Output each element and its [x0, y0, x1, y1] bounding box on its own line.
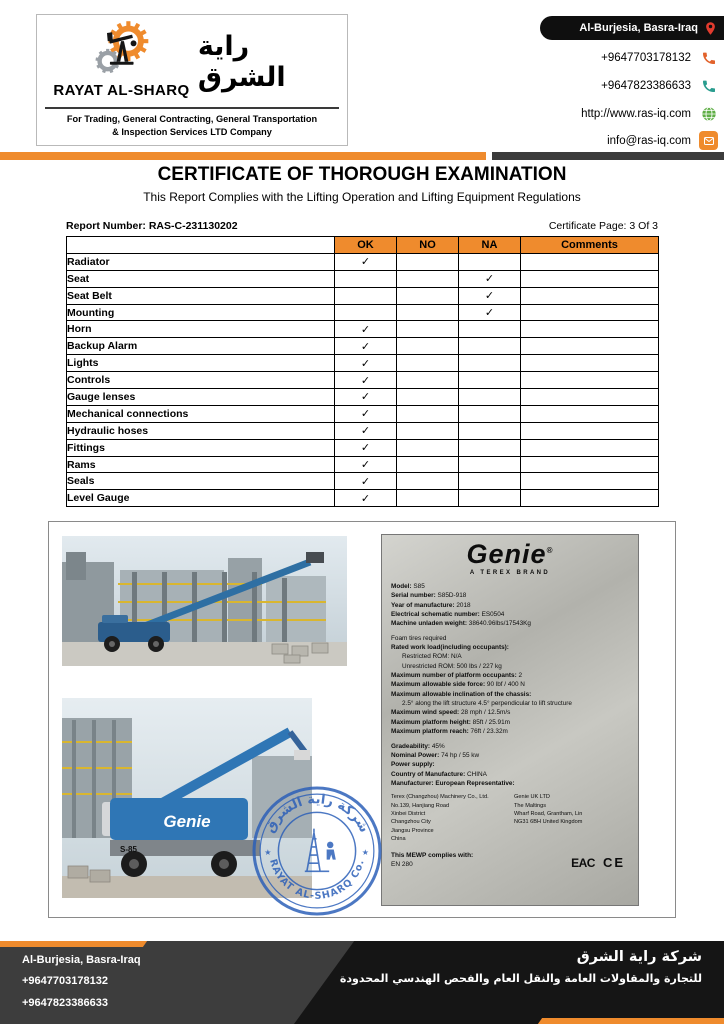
- row-label: Mechanical connections: [67, 405, 335, 422]
- row-label: Controls: [67, 372, 335, 389]
- footer-accent-right: [538, 1018, 724, 1024]
- cell-na: [459, 321, 521, 338]
- nameplate-line: Machine unladen weight: 38640.96lbs/17543Kg: [391, 620, 531, 628]
- pumpjack-silhouette: [107, 32, 137, 64]
- cell-no: [397, 389, 459, 406]
- cell-no: [397, 304, 459, 321]
- cell-no: [397, 372, 459, 389]
- col-header-na: NA: [459, 237, 521, 254]
- nameplate-line: Electrical schematic number: ES0504: [391, 611, 505, 619]
- cell-ok: ✓: [335, 338, 397, 355]
- location-text: Al-Burjesia, Basra-Iraq: [579, 22, 698, 34]
- cell-na: [459, 490, 521, 507]
- nameplate-addresses: [391, 793, 629, 843]
- phone-number-2: +9647823386633: [601, 79, 691, 92]
- report-number-label: Report Number:: [66, 220, 146, 232]
- cell-no: [397, 321, 459, 338]
- stamp-star-right: ★: [361, 848, 369, 858]
- phone-icon: [699, 48, 718, 67]
- checklist-body: [67, 253, 659, 506]
- logo-right: [198, 19, 339, 105]
- row-label: Mounting: [67, 304, 335, 321]
- company-name: RAYAT AL-SHARQ: [53, 82, 190, 99]
- cell-ok: ✓: [335, 355, 397, 372]
- cell-comments: [521, 473, 659, 490]
- cell-no: [397, 490, 459, 507]
- eac-mark: EAC: [571, 856, 595, 871]
- row-label: Lights: [67, 355, 335, 372]
- website-url: http://www.ras-iq.com: [581, 107, 691, 120]
- table-row: [67, 287, 659, 304]
- company-tagline: [45, 113, 339, 139]
- footer-location: Al-Burjesia, Basra-Iraq: [22, 954, 141, 966]
- cell-na: ✓: [459, 304, 521, 321]
- stamp-derrick-icon: [305, 829, 329, 872]
- machine-nameplate: [381, 534, 639, 906]
- phone-number-1: +9647703178132: [601, 51, 691, 64]
- certificate-page-label: Certificate Page:: [548, 220, 627, 232]
- logo-divider: [45, 107, 339, 109]
- company-logo-box: [36, 14, 348, 146]
- table-row: [67, 304, 659, 321]
- genie-wordmark: Genie: [466, 539, 547, 569]
- cell-na: [459, 253, 521, 270]
- cell-no: [397, 473, 459, 490]
- cell-na: [459, 372, 521, 389]
- col-header-item: [67, 237, 335, 254]
- header-divider-orange: [0, 152, 486, 160]
- cell-ok: ✓: [335, 473, 397, 490]
- genie-logo: [391, 541, 629, 568]
- cell-comments: [521, 372, 659, 389]
- conformity-marks: [571, 855, 629, 870]
- nameplate-line: Manufacturer: European Representative:: [391, 779, 515, 787]
- nameplate-line: Maximum allowable inclination of the chassis:: [391, 690, 532, 698]
- table-row: [67, 473, 659, 490]
- row-label: Gauge lenses: [67, 389, 335, 406]
- cell-comments: [521, 287, 659, 304]
- table-row: [67, 338, 659, 355]
- cell-comments: [521, 253, 659, 270]
- cell-comments: [521, 304, 659, 321]
- terex-brand-text: A TEREX BRAND: [469, 570, 551, 576]
- nameplate-line: Maximum number of platform occupants: 2: [391, 672, 523, 680]
- svg-text:شركة راية الشرق: [263, 792, 372, 835]
- report-number-value: RAS-C-231130202: [148, 220, 238, 232]
- header-divider-dark: [492, 152, 724, 160]
- compliance-note: [391, 851, 473, 871]
- table-row: [67, 490, 659, 507]
- cell-comments: [521, 456, 659, 473]
- nameplate-line: 2.5° along the lift structure 4.5° perpendicular to lift structure: [402, 700, 572, 708]
- nameplate-line: Model: S85: [391, 583, 425, 590]
- logo-row: [45, 19, 339, 105]
- cell-comments: [521, 389, 659, 406]
- row-label: Backup Alarm: [67, 338, 335, 355]
- machine-model-text: S-85: [120, 845, 137, 854]
- cell-comments: [521, 321, 659, 338]
- report-number: [66, 220, 238, 232]
- row-label: Seat: [67, 270, 335, 287]
- cell-no: [397, 405, 459, 422]
- footer-arabic-block: [340, 949, 702, 985]
- cell-ok: ✓: [335, 439, 397, 456]
- footer-company-description-arabic: للتجارة والمقاولات العامة والنقل العام والفحص الهندسي المحدودة: [339, 972, 702, 985]
- table-row: [67, 422, 659, 439]
- cell-comments: [521, 270, 659, 287]
- page-subtitle: This Report Complies with the Lifting Operation and Lifting Equipment Regulations: [143, 190, 581, 204]
- footer-company-name-arabic: شركة راية الشرق: [576, 949, 702, 965]
- page-title: CERTIFICATE OF THOROUGH EXAMINATION: [157, 164, 567, 185]
- cell-no: [397, 287, 459, 304]
- company-gears-pumpjack-logo-icon: [90, 19, 152, 81]
- cell-comments: [521, 338, 659, 355]
- cell-no: [397, 270, 459, 287]
- representative-address: Genie UK LTD The Maltings Wharf Road, Grantham, Lin NG31 6BH United Kingdom: [514, 794, 583, 826]
- registered-mark: ®: [546, 546, 554, 555]
- complies-label: This MEWP complies with:: [391, 851, 474, 859]
- manufacturer-address: Terex (Changzhou) Machinery Co., Ltd. No.139, Hanjiang Road Xinbei District Changzhou City Jiangsu Province China: [391, 794, 489, 843]
- cell-na: [459, 338, 521, 355]
- nameplate-line: Rated work load(including occupants):: [391, 644, 509, 652]
- cell-na: [459, 422, 521, 439]
- nameplate-line: Maximum platform reach: 76ft / 23.32m: [391, 728, 508, 736]
- row-label: Seat Belt: [67, 287, 335, 304]
- email-address: info@ras-iq.com: [607, 134, 691, 147]
- table-row: [67, 456, 659, 473]
- nameplate-lines: [391, 582, 629, 788]
- row-label: Horn: [67, 321, 335, 338]
- cell-ok: [335, 270, 397, 287]
- company-stamp: [252, 786, 382, 916]
- table-row: [67, 253, 659, 270]
- table-row: [67, 439, 659, 456]
- logo-left: [45, 19, 198, 105]
- examination-checklist-table: [66, 236, 659, 507]
- nameplate-line: Serial number: S85D-918: [391, 592, 467, 600]
- cell-no: [397, 439, 459, 456]
- table-row: [67, 372, 659, 389]
- cell-na: [459, 389, 521, 406]
- cell-ok: ✓: [335, 372, 397, 389]
- row-label: Rams: [67, 456, 335, 473]
- col-header-comments: Comments: [521, 237, 659, 254]
- cell-na: [459, 456, 521, 473]
- footer-accent-left: [0, 941, 147, 947]
- table-row: [67, 389, 659, 406]
- cell-comments: [521, 439, 659, 456]
- cell-comments: [521, 422, 659, 439]
- cell-ok: ✓: [335, 422, 397, 439]
- nameplate-line: Year of manufacture: 2018: [391, 601, 471, 609]
- row-label: Hydraulic hoses: [67, 422, 335, 439]
- cell-no: [397, 253, 459, 270]
- cell-no: [397, 422, 459, 439]
- cell-ok: ✓: [335, 321, 397, 338]
- table-header-row: [67, 237, 659, 254]
- phone-icon: [699, 76, 718, 95]
- cell-ok: ✓: [335, 490, 397, 507]
- nameplate-line: Restricted ROM: N/A: [402, 653, 462, 661]
- nameplate-line: Nominal Power: 74 hp / 55 kw: [391, 751, 480, 759]
- cell-no: [397, 355, 459, 372]
- cell-ok: ✓: [335, 253, 397, 270]
- contact-row-email: [474, 131, 724, 150]
- cell-comments: [521, 355, 659, 372]
- cell-no: [397, 338, 459, 355]
- cell-na: [459, 439, 521, 456]
- row-label: Radiator: [67, 253, 335, 270]
- nameplate-bottom: [391, 851, 629, 871]
- certificate-page-indicator: [549, 220, 658, 232]
- cell-ok: [335, 304, 397, 321]
- footer-phone-1: +9647703178132: [22, 975, 108, 988]
- table-row: [67, 405, 659, 422]
- nameplate-line: Power supply:: [391, 761, 435, 769]
- cell-ok: ✓: [335, 405, 397, 422]
- nameplate-line: Maximum wind speed: 28 mph / 12.5m/s: [391, 709, 511, 717]
- company-name-arabic: راية الشرق: [197, 31, 286, 93]
- cell-na: ✓: [459, 270, 521, 287]
- cell-ok: [335, 287, 397, 304]
- location-pin-icon: [703, 21, 718, 36]
- machine-brand-text: Genie: [163, 812, 211, 831]
- nameplate-line: Country of Manufacture: CHINA: [391, 770, 487, 778]
- footer-contact-block: [22, 950, 141, 1014]
- row-label: Fittings: [67, 439, 335, 456]
- contact-row-phone1: [474, 48, 724, 67]
- contact-row-phone2: [474, 76, 724, 95]
- table-row: [67, 270, 659, 287]
- tagline-line1: For Trading, General Contracting, General Transportation: [66, 114, 318, 124]
- col-header-no: NO: [397, 237, 459, 254]
- tagline-line2: & Inspection Services LTD Company: [112, 126, 272, 137]
- cell-comments: [521, 490, 659, 507]
- nameplate-line: Foam tires required: [391, 634, 447, 642]
- row-label: Level Gauge: [67, 490, 335, 507]
- site-photo-1: [62, 536, 347, 666]
- row-label: Seals: [67, 473, 335, 490]
- table-row: [67, 355, 659, 372]
- cell-na: [459, 355, 521, 372]
- contact-row-website: [474, 104, 724, 123]
- ce-mark: CE: [602, 855, 625, 871]
- location-band: [540, 16, 724, 40]
- nameplate-line: Maximum allowable side force: 90 lbf / 400 N: [391, 681, 525, 689]
- cell-no: [397, 456, 459, 473]
- envelope-icon: [699, 131, 718, 150]
- cell-na: [459, 405, 521, 422]
- nameplate-line: Gradeability: 45%: [391, 742, 445, 750]
- stamp-arabic-text: شركة راية الشرق: [262, 792, 372, 836]
- cell-ok: ✓: [335, 456, 397, 473]
- cell-na: [459, 473, 521, 490]
- nameplate-line: Maximum platform height: 85ft / 25.91m: [391, 718, 510, 726]
- stamp-star-left: ★: [264, 848, 272, 858]
- certificate-page-value: 3 Of 3: [629, 220, 658, 232]
- nameplate-line: Unrestricted ROM: 500 lbs / 227 kg: [402, 662, 502, 670]
- globe-icon: [699, 104, 718, 123]
- footer: [0, 941, 724, 1024]
- col-header-ok: OK: [335, 237, 397, 254]
- cell-comments: [521, 405, 659, 422]
- stamp-worker-icon: [327, 842, 336, 860]
- cell-na: ✓: [459, 287, 521, 304]
- table-row: [67, 321, 659, 338]
- complies-value: EN 280: [391, 861, 413, 869]
- stamp-latin-text: RAYAT AL-SHARQ Co.: [267, 857, 367, 902]
- cell-ok: ✓: [335, 389, 397, 406]
- footer-phone-2: +9647823386633: [22, 996, 108, 1009]
